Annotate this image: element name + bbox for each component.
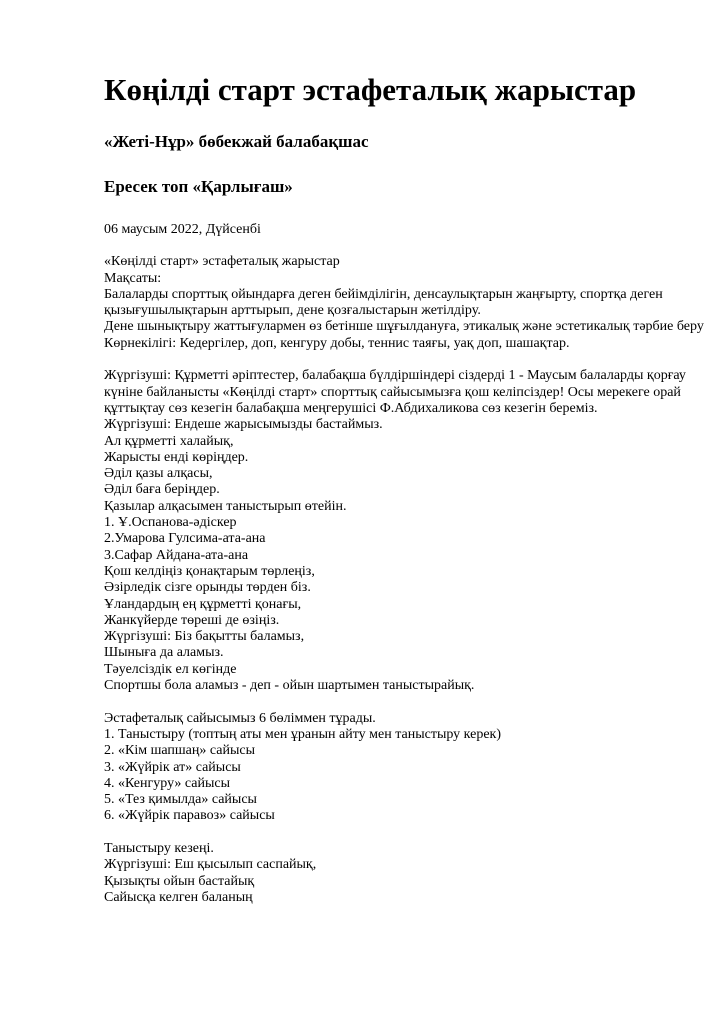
group-name: Ересек топ «Қарлығаш» — [104, 177, 293, 196]
paragraph: Ұландардың ең құрметті қонағы, — [104, 596, 302, 612]
list-item: 6. «Жүйрік паравоз» сайысы — [104, 808, 275, 824]
kindergarten-name: «Жеті-Нұр» бөбекжай балабақшас — [104, 132, 369, 151]
paragraph: Эстафеталық сайысымыз 6 бөліммен тұрады. — [104, 710, 376, 726]
section-goals — [104, 254, 704, 352]
list-item: 1. Таныстыру (топтың аты мен ұранын айту мен таныстыру керек) — [104, 726, 502, 742]
paragraph: Тәуелсіздік ел көгінде — [104, 661, 237, 677]
paragraph: Мақсаты: — [104, 270, 162, 286]
paragraph: Жүргізуші: Құрметті әріптестер, балабақша бүлдіршіндері сіздерді 1 - Маусым балаларды қорғау күніне байланысты «Көңілді старт» спорттық сайысымызға қош келіпсіздер! Осы мерекеге орай құттықтау сөз кезегін балабақша меңгерушісі Ф.Абдихаликова сөз кезегін береміз. — [104, 368, 686, 416]
list-item: 4. «Кенгуру» сайысы — [104, 775, 231, 791]
paragraph: Қош келдіңіз қонақтарым төрлеңіз, — [104, 563, 315, 579]
paragraph: Спортшы бола аламыз - деп - ойын шартымен таныстырайық. — [104, 678, 475, 694]
paragraph: Әділ қазы алқасы, — [104, 466, 213, 482]
paragraph: «Көңілді старт» эстафеталық жарыстар — [104, 254, 340, 270]
date-line: 06 маусым 2022, Дүйсенбі — [104, 222, 261, 237]
paragraph: Жарысты енді көріңдер. — [104, 449, 249, 465]
paragraph: Әділ баға беріңдер. — [104, 482, 220, 498]
paragraph: Әзірледік сізге орынды төрден біз. — [104, 580, 311, 596]
paragraph: Жүргізуші: Еш қысылып саспайық, — [104, 857, 317, 873]
paragraph: Жүргізуші: Біз бақытты баламыз, — [104, 629, 305, 645]
list-item: 2. «Кім шапшаң» сайысы — [104, 743, 255, 759]
list-item: 3. «Жүйрік ат» сайысы — [104, 759, 241, 775]
paragraph: 1. Ұ.Оспанова-әдіскер — [104, 515, 237, 531]
paragraph: 3.Сафар Айдана-ата-ана — [104, 547, 249, 563]
section-introduction — [104, 841, 704, 906]
paragraph: Жүргізуші: Ендеше жарысымызды бастаймыз. — [104, 417, 383, 433]
paragraph: Шынығa да аламыз. — [104, 645, 224, 661]
section-host — [104, 368, 704, 694]
document-page — [104, 72, 704, 906]
paragraph: Қызықты ойын бастайық — [104, 873, 255, 889]
list-item: 5. «Тез қимылда» сайысы — [104, 792, 257, 808]
document-title: Көңілді старт эстафеталық жарыстар — [104, 72, 637, 107]
paragraph: Қазылар алқасымен таныстырып өтейін. — [104, 498, 347, 514]
paragraph: Дене шынықтыру жаттығулармен өз бетінше шұғылдануға, этикалық және эстетикалық тәрбие беру — [104, 319, 704, 335]
paragraph: Жанкүйерде төреші де өзіңіз. — [104, 612, 280, 628]
paragraph: Сайысқа келген баланың — [104, 889, 253, 905]
paragraph: Балаларды спорттық ойындарға деген бейімділігін, денсаулықтарын жаңғырту, спортқа деген қызығушылықтарын арттырып, дене қозғалыстарын жетілдіру. — [104, 286, 663, 319]
paragraph: 2.Умарова Гулсима-ата-ана — [104, 531, 266, 547]
paragraph: Ал құрметті халайық, — [104, 433, 234, 449]
paragraph: Таныстыру кезеңі. — [104, 840, 214, 856]
paragraph: Көрнекілігі: Кедергілер, доп, кенгуру добы, теннис таяғы, уақ доп, шашақтар. — [104, 335, 570, 351]
section-stages — [104, 711, 704, 825]
